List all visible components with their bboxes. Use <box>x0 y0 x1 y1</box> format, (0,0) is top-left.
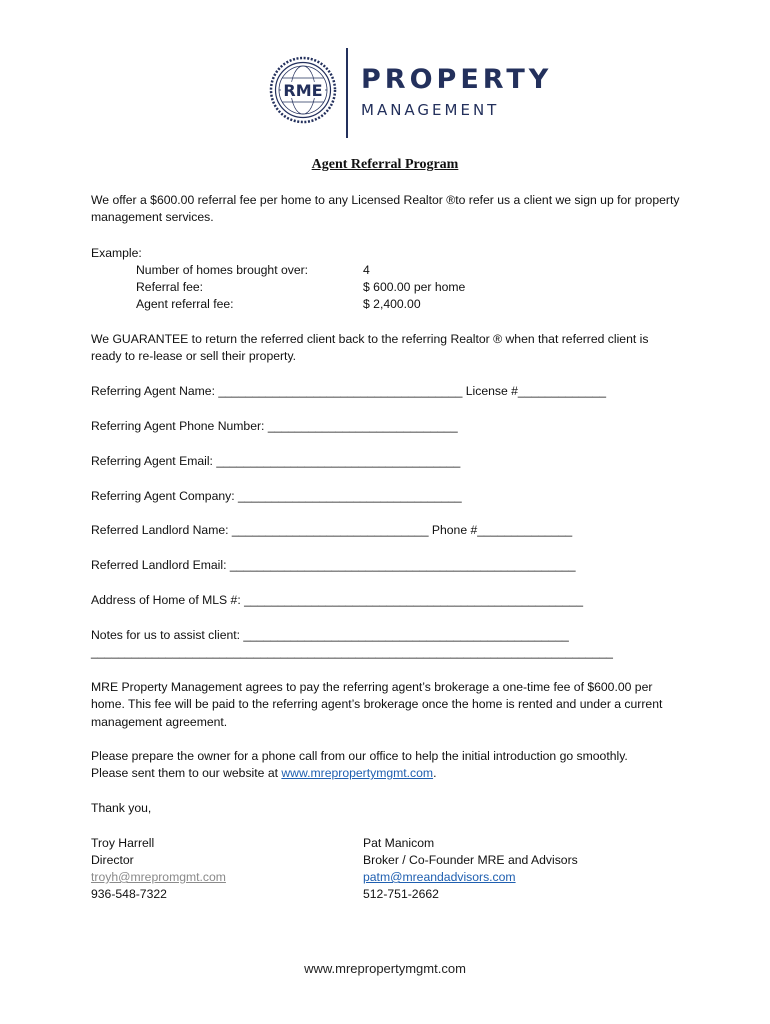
example-row-value: 4 <box>363 263 370 277</box>
signer-name: Troy Harrell <box>91 836 155 850</box>
signer-email-link[interactable]: troyh@mrepromgmt.com <box>91 870 226 884</box>
agent-phone-field[interactable]: Referring Agent Phone Number: ____________________________ <box>91 419 458 433</box>
agreement-paragraph: MRE Property Management agrees to pay the referring agent’s brokerage a one-time fee of $600.00 per home. This fee will be paid to the referring agent’s brokerage once the home is rented and under a current management agreement. <box>91 680 663 729</box>
example-row-value: $ 600.00 per home <box>363 280 466 294</box>
landlord-email-field[interactable]: Referred Landlord Email: ___________________________________________________ <box>91 558 576 572</box>
example-label: Example: <box>91 246 142 260</box>
agent-email-field[interactable]: Referring Agent Email: ____________________________________ <box>91 454 461 468</box>
intro-paragraph: We offer a $600.00 referral fee per home to any Licensed Realtor ®to refer us a client we sign up for property management services. <box>91 193 680 225</box>
notes-field[interactable]: Notes for us to assist client: ________________________________________________ <box>91 628 569 642</box>
rme-seal-icon <box>269 56 337 124</box>
website-link[interactable]: www.mrepropertymgmt.com <box>281 766 434 780</box>
landlord-name-field[interactable]: Referred Landlord Name: _____________________________ Phone #______________ <box>91 523 573 537</box>
prepare-line-1: Please prepare the owner for a phone call from our office to help the initial introduction go smoothly. <box>91 749 628 763</box>
signer-title: Broker / Co-Founder MRE and Advisors <box>363 853 578 867</box>
logo-divider <box>346 48 348 138</box>
document-title: Agent Referral Program <box>311 157 459 172</box>
notes-field-continued[interactable]: _____________________________________________________________________________ <box>91 645 613 659</box>
example-row-label: Referral fee: <box>136 280 204 294</box>
example-row-label: Agent referral fee: <box>136 297 234 311</box>
thanks-text: Thank you, <box>91 801 152 815</box>
signer-phone: 936-548-7322 <box>91 887 167 901</box>
agent-name-field[interactable]: Referring Agent Name: ____________________________________ License #_____________ <box>91 384 607 398</box>
prepare-line-2 <box>91 765 436 782</box>
example-row-value: $ 2,400.00 <box>363 297 421 311</box>
prepare-suffix: . <box>433 766 437 780</box>
home-address-field[interactable]: Address of Home of MLS #: __________________________________________________ <box>91 593 583 607</box>
agent-company-field[interactable]: Referring Agent Company: _________________________________ <box>91 489 462 503</box>
brand-line-2: MANAGEMENT <box>361 101 500 119</box>
signer-name: Pat Manicom <box>363 836 435 850</box>
company-logo <box>269 46 553 140</box>
signer-phone: 512-751-2662 <box>363 887 439 901</box>
guarantee-paragraph: We GUARANTEE to return the referred client back to the referring Realtor ® when that referred client is ready to re-lease or sell their property. <box>91 332 649 364</box>
brand-line-1: PROPERTY <box>361 64 553 95</box>
example-row-label: Number of homes brought over: <box>136 263 309 277</box>
seal-text: RME <box>283 81 323 100</box>
prepare-prefix: Please sent them to our website at <box>91 766 282 780</box>
footer-website[interactable]: www.mrepropertymgmt.com <box>304 961 466 976</box>
signer-email-link[interactable]: patm@mreandadvisors.com <box>363 870 516 884</box>
signer-title: Director <box>91 853 134 867</box>
